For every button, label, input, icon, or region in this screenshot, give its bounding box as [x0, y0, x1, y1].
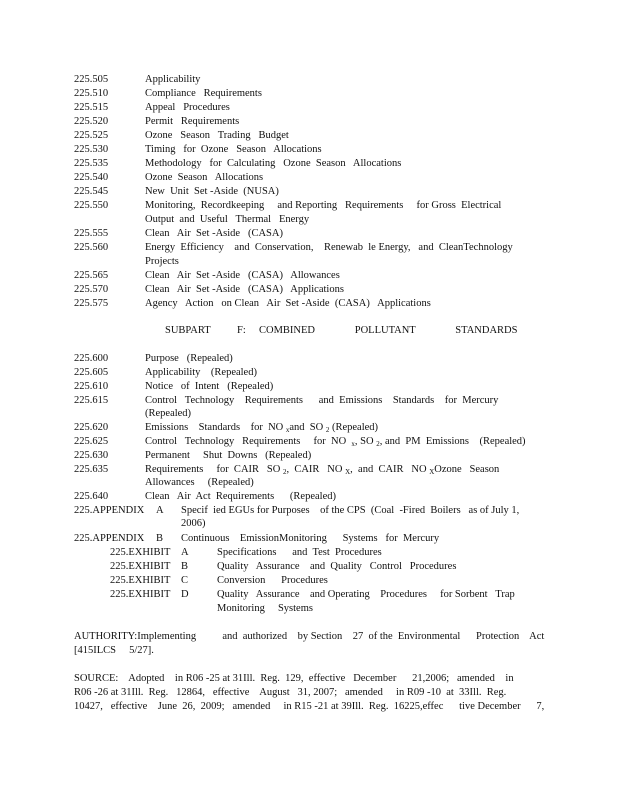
exhibit-label: 225.EXHIBIT — [110, 589, 171, 600]
section-title-continued: Allowances (Repealed) — [145, 477, 254, 488]
appendix-title: Specif ied EGUs for Purposes of the CPS (Coal -Fired Boilers as of July 1, — [181, 505, 520, 516]
appendix-title: Continuous EmissionMonitoring Systems for Mercury — [181, 533, 440, 544]
section-title: New Unit Set -Aside (NUSA) — [145, 186, 279, 197]
section-number: 225.525 — [74, 130, 109, 141]
section-number: 225.545 — [74, 186, 109, 197]
section-title: Compliance Requirements — [145, 88, 262, 99]
section-number: 225.530 — [74, 144, 109, 155]
exhibit-title: Specifications and Test Procedures — [217, 547, 382, 558]
title-part: , and PM Emissions (Repealed) — [379, 436, 526, 447]
exhibit-letter: B — [181, 561, 189, 572]
subscript: 2 — [325, 426, 330, 434]
appendix-letter: B — [156, 533, 164, 544]
exhibit-label: 225.EXHIBIT — [110, 575, 171, 586]
section-title — [145, 463, 499, 476]
section-title: Energy Efficiency and Conservation, Renewab le Energy, and CleanTechnology — [145, 242, 513, 253]
section-title: Applicability — [145, 74, 201, 85]
subscript: X — [345, 468, 351, 476]
title-part: Ozone Season — [434, 464, 500, 475]
authority-note: AUTHORITY:Implementing and authorized by Section 27 of the Environmental Protection Act — [74, 631, 545, 642]
section-number: 225.540 — [74, 172, 109, 183]
section-number: 225.640 — [74, 491, 109, 502]
section-title-continued: Projects — [145, 256, 179, 267]
subpart-heading: SUBPART F: COMBINED POLLUTANT STANDARDS — [165, 325, 518, 336]
section-number: 225.635 — [74, 464, 109, 475]
section-number: 225.505 — [74, 74, 109, 85]
exhibit-title: Conversion Procedures — [217, 575, 328, 586]
section-title: Notice of Intent (Repealed) — [145, 381, 274, 392]
section-title: Clean Air Act Requirements (Repealed) — [145, 491, 336, 502]
section-title: Agency Action on Clean Air Set -Aside (CASA) Applications — [145, 298, 431, 309]
title-part: Emissions Standards for NO — [145, 422, 286, 433]
section-number: 225.535 — [74, 158, 109, 169]
section-number: 225.610 — [74, 381, 109, 392]
section-number: 225.510 — [74, 88, 109, 99]
subscript: x — [285, 426, 290, 434]
title-part: Control Technology Requirements for NO — [145, 436, 352, 447]
subscript: x — [351, 440, 355, 448]
section-number: 225.565 — [74, 270, 109, 281]
section-number: 225.625 — [74, 436, 109, 447]
source-note-continued: 10427, effective June 26, 2009; amended in R15 -21 at 39Ill. Reg. 16225,effec tive December 7, — [74, 701, 545, 712]
section-title: Appeal Procedures — [145, 102, 230, 113]
source-note: SOURCE: Adopted in R06 -25 at 31Ill. Reg. 129, effective December 21,2006; amended in — [74, 673, 514, 684]
section-title: Clean Air Set -Aside (CASA) Allowances — [145, 270, 340, 281]
section-title: Permanent Shut Downs (Repealed) — [145, 450, 312, 461]
section-number: 225.515 — [74, 102, 109, 113]
section-title: Ozone Season Allocations — [145, 172, 264, 183]
section-title: Clean Air Set -Aside (CASA) — [145, 228, 283, 239]
exhibit-title: Quality Assurance and Quality Control Procedures — [217, 561, 457, 572]
section-title: Permit Requirements — [145, 116, 240, 127]
authority-note-continued: [415ILCS 5/27]. — [74, 645, 154, 656]
section-title-continued: (Repealed) — [145, 408, 192, 419]
title-part: , SO — [354, 436, 377, 447]
exhibit-title: Quality Assurance and Operating Procedures for Sorbent Trap — [217, 589, 515, 600]
section-title — [145, 421, 378, 434]
section-title: Applicability (Repealed) — [145, 367, 257, 378]
section-title — [145, 435, 526, 448]
subscript: X — [429, 468, 435, 476]
exhibit-letter: A — [181, 547, 189, 558]
subscript: 2 — [282, 468, 287, 476]
section-number: 225.570 — [74, 284, 109, 295]
section-number: 225.630 — [74, 450, 109, 461]
exhibit-label: 225.EXHIBIT — [110, 547, 171, 558]
title-part: and SO — [289, 422, 326, 433]
exhibit-label: 225.EXHIBIT — [110, 561, 171, 572]
title-part: , CAIR NO — [286, 464, 346, 475]
section-number: 225.600 — [74, 353, 109, 364]
section-number: 225.620 — [74, 422, 109, 433]
section-number: 225.555 — [74, 228, 109, 239]
title-part: , and CAIR NO — [350, 464, 430, 475]
title-part: Requirements for CAIR SO — [145, 464, 283, 475]
source-note-continued: R06 -26 at 31Ill. Reg. 12864, effective August 31, 2007; amended in R09 -10 at 33Ill. Reg. — [74, 687, 507, 698]
section-title: Timing for Ozone Season Allocations — [145, 144, 322, 155]
appendix-title-continued: 2006) — [181, 518, 206, 529]
appendix-label: 225.APPENDIX — [74, 505, 145, 516]
section-title: Monitoring, Recordkeeping and Reporting Requirements for Gross Electrical — [145, 200, 502, 211]
section-number: 225.560 — [74, 242, 109, 253]
exhibit-title-continued: Monitoring Systems — [217, 603, 313, 614]
section-title: Clean Air Set -Aside (CASA) Applications — [145, 284, 344, 295]
section-title: Ozone Season Trading Budget — [145, 130, 289, 141]
subscript: 2 — [376, 440, 380, 448]
section-number: 225.575 — [74, 298, 109, 309]
section-title-continued: Output and Useful Thermal Energy — [145, 214, 310, 225]
section-number: 225.550 — [74, 200, 109, 211]
section-number: 225.615 — [74, 395, 109, 406]
section-number: 225.605 — [74, 367, 109, 378]
exhibit-letter: D — [181, 589, 189, 600]
title-part: (Repealed) — [329, 422, 379, 433]
section-number: 225.520 — [74, 116, 109, 127]
appendix-label: 225.APPENDIX — [74, 533, 145, 544]
section-title: Control Technology Requirements and Emissions Standards for Mercury — [145, 395, 499, 406]
exhibit-letter: C — [181, 575, 189, 586]
section-title: Purpose (Repealed) — [145, 353, 233, 364]
section-title: Methodology for Calculating Ozone Season Allocations — [145, 158, 402, 169]
appendix-letter: A — [156, 505, 164, 516]
